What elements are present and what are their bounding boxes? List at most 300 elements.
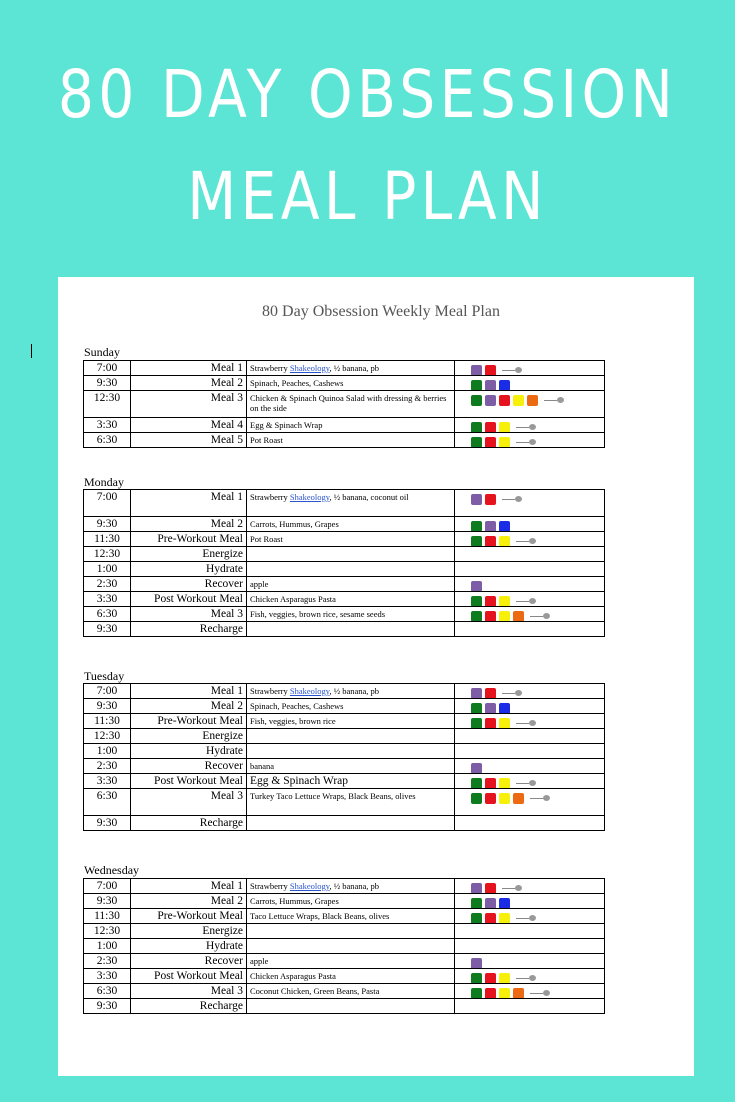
time-cell: 9:30 — [84, 999, 131, 1014]
green-container-icon — [471, 395, 482, 406]
food-cell — [247, 577, 455, 592]
container-cell — [455, 607, 605, 622]
red-container-icon — [485, 793, 496, 804]
teaspoon-icon — [530, 990, 550, 997]
red-container-icon — [485, 883, 496, 894]
meal-label-cell: Pre-Workout Meal — [131, 532, 247, 547]
table-row — [84, 744, 605, 759]
container-cell — [455, 376, 605, 391]
food-cell — [247, 418, 455, 433]
container-cell — [455, 361, 605, 376]
teaspoon-icon — [516, 780, 536, 787]
time-cell: 9:30 — [84, 699, 131, 714]
meal-label-cell: Meal 1 — [131, 684, 247, 699]
container-cell — [455, 577, 605, 592]
green-container-icon — [471, 973, 482, 984]
green-container-icon — [471, 596, 482, 607]
teaspoon-icon — [516, 720, 536, 727]
time-cell: 11:30 — [84, 714, 131, 729]
time-cell: 1:00 — [84, 939, 131, 954]
table-row — [84, 607, 605, 622]
time-cell: 12:30 — [84, 391, 131, 418]
purple-container-icon — [485, 521, 496, 532]
container-cell — [455, 894, 605, 909]
time-cell: 3:30 — [84, 774, 131, 789]
container-cell — [455, 433, 605, 448]
teaspoon-icon — [502, 496, 522, 503]
container-blocks — [471, 395, 564, 406]
meal-label-cell: Hydrate — [131, 744, 247, 759]
table-row — [84, 517, 605, 532]
text-cursor — [31, 344, 32, 358]
orange-container-icon — [513, 793, 524, 804]
table-row — [84, 577, 605, 592]
time-cell: 7:00 — [84, 879, 131, 894]
container-cell — [455, 744, 605, 759]
meal-table-sunday — [83, 360, 605, 448]
meal-label-cell: Meal 2 — [131, 699, 247, 714]
food-text: , ½ banana, pb — [329, 363, 380, 373]
food-cell — [247, 984, 455, 999]
food-cell — [247, 376, 455, 391]
container-cell — [455, 984, 605, 999]
container-blocks — [471, 793, 550, 804]
container-blocks — [471, 958, 482, 969]
green-container-icon — [471, 611, 482, 622]
meal-label-cell: Hydrate — [131, 939, 247, 954]
meal-table-wednesday — [83, 878, 605, 1014]
banner-title-line2: MEAL PLAN — [187, 158, 548, 235]
red-container-icon — [485, 913, 496, 924]
table-row — [84, 984, 605, 999]
time-cell: 9:30 — [84, 622, 131, 637]
container-cell — [455, 622, 605, 637]
time-cell: 9:30 — [84, 517, 131, 532]
container-cell — [455, 699, 605, 714]
meal-table-tuesday — [83, 683, 605, 831]
table-row — [84, 592, 605, 607]
food-text: Fish, veggies, brown rice, sesame seeds — [250, 609, 386, 619]
container-cell — [455, 592, 605, 607]
container-cell — [455, 759, 605, 774]
purple-container-icon — [471, 494, 482, 505]
meal-label-cell: Pre-Workout Meal — [131, 909, 247, 924]
red-container-icon — [485, 596, 496, 607]
food-text: , ½ banana, pb — [329, 686, 380, 696]
table-row — [84, 547, 605, 562]
red-container-icon — [485, 437, 496, 448]
food-cell — [247, 816, 455, 831]
red-container-icon — [485, 973, 496, 984]
meal-label-cell: Meal 2 — [131, 376, 247, 391]
container-cell — [455, 490, 605, 517]
purple-container-icon — [471, 688, 482, 699]
table-row — [84, 622, 605, 637]
table-row — [84, 433, 605, 448]
container-cell — [455, 684, 605, 699]
yellow-container-icon — [499, 611, 510, 622]
red-container-icon — [485, 718, 496, 729]
time-cell: 12:30 — [84, 547, 131, 562]
food-text: Fish, veggies, brown rice — [250, 716, 336, 726]
time-cell: 6:30 — [84, 607, 131, 622]
time-cell: 11:30 — [84, 909, 131, 924]
meal-table-monday — [83, 489, 605, 637]
meal-label-cell: Meal 3 — [131, 607, 247, 622]
food-text: Chicken & Spinach Quinoa Salad with dressing & berries on the side — [250, 393, 447, 413]
table-row — [84, 759, 605, 774]
food-text: Strawberry — [250, 881, 290, 891]
time-cell: 2:30 — [84, 759, 131, 774]
time-cell: 1:00 — [84, 562, 131, 577]
green-container-icon — [471, 703, 482, 714]
meal-label-cell: Meal 1 — [131, 879, 247, 894]
table-row — [84, 376, 605, 391]
purple-container-icon — [485, 898, 496, 909]
table-row — [84, 391, 605, 418]
meal-label-cell: Post Workout Meal — [131, 969, 247, 984]
container-cell — [455, 789, 605, 816]
container-blocks — [471, 581, 482, 592]
food-cell — [247, 789, 455, 816]
red-container-icon — [499, 395, 510, 406]
purple-container-icon — [471, 581, 482, 592]
container-cell — [455, 879, 605, 894]
container-cell — [455, 969, 605, 984]
container-cell — [455, 924, 605, 939]
container-blocks — [471, 611, 550, 622]
food-text: Spinach, Peaches, Cashews — [250, 701, 344, 711]
red-container-icon — [485, 536, 496, 547]
container-blocks — [471, 596, 536, 607]
green-container-icon — [471, 988, 482, 999]
table-row — [84, 361, 605, 376]
time-cell: 3:30 — [84, 969, 131, 984]
container-blocks — [471, 883, 522, 894]
food-text: apple — [250, 579, 269, 589]
red-container-icon — [485, 422, 496, 433]
food-cell — [247, 433, 455, 448]
meal-label-cell: Meal 3 — [131, 391, 247, 418]
meal-label-cell: Energize — [131, 547, 247, 562]
day-label-wednesday: Wednesday — [84, 863, 140, 877]
food-cell — [247, 622, 455, 637]
container-cell — [455, 562, 605, 577]
day-label-tuesday: Tuesday — [84, 669, 125, 683]
food-text: Carrots, Hummus, Grapes — [250, 896, 339, 906]
red-container-icon — [485, 611, 496, 622]
table-row — [84, 562, 605, 577]
food-text: , ½ banana, coconut oil — [329, 492, 409, 502]
table-row — [84, 714, 605, 729]
time-cell: 1:00 — [84, 744, 131, 759]
title-banner — [0, 0, 735, 262]
container-blocks — [471, 763, 482, 774]
food-cell — [247, 699, 455, 714]
container-blocks — [471, 437, 536, 448]
teaspoon-icon — [516, 538, 536, 545]
table-row — [84, 924, 605, 939]
meal-label-cell: Meal 2 — [131, 517, 247, 532]
green-container-icon — [471, 778, 482, 789]
container-blocks — [471, 688, 522, 699]
food-cell — [247, 714, 455, 729]
meal-label-cell: Recover — [131, 954, 247, 969]
table-row — [84, 699, 605, 714]
blue-container-icon — [499, 380, 510, 391]
meal-label-cell: Energize — [131, 729, 247, 744]
shakeology-link[interactable]: Shakeology — [289, 492, 330, 502]
food-text: Strawberry — [250, 686, 290, 696]
food-cell — [247, 547, 455, 562]
table-row — [84, 954, 605, 969]
container-cell — [455, 774, 605, 789]
yellow-container-icon — [499, 913, 510, 924]
teaspoon-icon — [530, 795, 550, 802]
green-container-icon — [471, 422, 482, 433]
green-container-icon — [471, 536, 482, 547]
table-row — [84, 418, 605, 433]
table-row — [84, 969, 605, 984]
container-cell — [455, 547, 605, 562]
teaspoon-icon — [516, 598, 536, 605]
time-cell: 6:30 — [84, 789, 131, 816]
food-cell — [247, 607, 455, 622]
green-container-icon — [471, 913, 482, 924]
shakeology-link[interactable]: Shakeology — [289, 686, 330, 696]
food-text: Turkey Taco Lettuce Wraps, Black Beans, olives — [250, 791, 416, 801]
day-label-sunday: Sunday — [84, 345, 120, 359]
banner-title-line1: 80 DAY OBSESSION — [57, 56, 678, 133]
document-title: 80 Day Obsession Weekly Meal Plan — [262, 303, 500, 320]
food-text: Pot Roast — [250, 435, 283, 445]
green-container-icon — [471, 898, 482, 909]
food-text: , ½ banana, pb — [329, 881, 380, 891]
yellow-container-icon — [499, 778, 510, 789]
yellow-container-icon — [499, 988, 510, 999]
table-row — [84, 939, 605, 954]
meal-label-cell: Post Workout Meal — [131, 774, 247, 789]
time-cell: 7:00 — [84, 361, 131, 376]
time-cell: 12:30 — [84, 924, 131, 939]
food-cell — [247, 954, 455, 969]
yellow-container-icon — [499, 536, 510, 547]
table-row — [84, 894, 605, 909]
meal-label-cell: Recover — [131, 759, 247, 774]
food-cell — [247, 939, 455, 954]
yellow-container-icon — [499, 422, 510, 433]
meal-label-cell: Meal 3 — [131, 789, 247, 816]
orange-container-icon — [513, 611, 524, 622]
food-cell — [247, 909, 455, 924]
food-cell — [247, 517, 455, 532]
container-cell — [455, 999, 605, 1014]
meal-label-cell: Recharge — [131, 816, 247, 831]
food-cell — [247, 532, 455, 547]
meal-label-cell: Pre-Workout Meal — [131, 714, 247, 729]
table-row — [84, 999, 605, 1014]
teaspoon-icon — [516, 439, 536, 446]
red-container-icon — [485, 778, 496, 789]
container-cell — [455, 909, 605, 924]
yellow-container-icon — [499, 718, 510, 729]
shakeology-link[interactable]: Shakeology — [289, 363, 330, 373]
food-text: Taco Lettuce Wraps, Black Beans, olives — [250, 911, 390, 921]
teaspoon-icon — [502, 367, 522, 374]
food-cell — [247, 361, 455, 376]
container-cell — [455, 517, 605, 532]
food-text: Spinach, Peaches, Cashews — [250, 378, 344, 388]
container-blocks — [471, 536, 536, 547]
time-cell: 6:30 — [84, 984, 131, 999]
food-cell — [247, 490, 455, 517]
container-blocks — [471, 494, 522, 505]
red-container-icon — [485, 494, 496, 505]
container-blocks — [471, 365, 522, 376]
table-row — [84, 816, 605, 831]
meal-label-cell: Meal 5 — [131, 433, 247, 448]
container-blocks — [471, 913, 536, 924]
meal-label-cell: Recover — [131, 577, 247, 592]
teaspoon-icon — [502, 690, 522, 697]
time-cell: 12:30 — [84, 729, 131, 744]
food-cell — [247, 684, 455, 699]
container-cell — [455, 954, 605, 969]
blue-container-icon — [499, 703, 510, 714]
time-cell: 9:30 — [84, 376, 131, 391]
food-cell — [247, 744, 455, 759]
food-text: Pot Roast — [250, 534, 283, 544]
yellow-container-icon — [499, 793, 510, 804]
container-blocks — [471, 898, 510, 909]
purple-container-icon — [485, 703, 496, 714]
meal-label-cell: Recharge — [131, 622, 247, 637]
food-text: Carrots, Hummus, Grapes — [250, 519, 339, 529]
meal-label-cell: Energize — [131, 924, 247, 939]
time-cell: 3:30 — [84, 418, 131, 433]
meal-plan-document — [58, 277, 694, 1076]
food-cell — [247, 562, 455, 577]
meal-label-cell: Post Workout Meal — [131, 592, 247, 607]
container-cell — [455, 816, 605, 831]
blue-container-icon — [499, 898, 510, 909]
green-container-icon — [471, 793, 482, 804]
purple-container-icon — [471, 763, 482, 774]
time-cell: 2:30 — [84, 954, 131, 969]
table-row — [84, 532, 605, 547]
meal-label-cell: Meal 1 — [131, 490, 247, 517]
teaspoon-icon — [516, 975, 536, 982]
table-row — [84, 909, 605, 924]
day-label-monday: Monday — [84, 475, 124, 489]
purple-container-icon — [485, 395, 496, 406]
green-container-icon — [471, 718, 482, 729]
purple-container-icon — [471, 365, 482, 376]
yellow-container-icon — [499, 973, 510, 984]
container-cell — [455, 714, 605, 729]
food-text: Egg & Spinach Wrap — [250, 775, 349, 787]
meal-label-cell: Meal 1 — [131, 361, 247, 376]
food-cell — [247, 391, 455, 418]
food-cell — [247, 879, 455, 894]
shakeology-link[interactable]: Shakeology — [289, 881, 330, 891]
food-text: Coconut Chicken, Green Beans, Pasta — [250, 986, 380, 996]
red-container-icon — [485, 688, 496, 699]
orange-container-icon — [513, 988, 524, 999]
table-row — [84, 789, 605, 816]
food-text: Strawberry — [250, 492, 290, 502]
purple-container-icon — [485, 380, 496, 391]
red-container-icon — [485, 365, 496, 376]
meal-label-cell: Meal 2 — [131, 894, 247, 909]
orange-container-icon — [527, 395, 538, 406]
purple-container-icon — [471, 958, 482, 969]
container-blocks — [471, 778, 536, 789]
red-container-icon — [485, 988, 496, 999]
green-container-icon — [471, 521, 482, 532]
container-blocks — [471, 973, 536, 984]
food-text: banana — [250, 761, 275, 771]
purple-container-icon — [471, 883, 482, 894]
container-cell — [455, 729, 605, 744]
time-cell: 6:30 — [84, 433, 131, 448]
container-blocks — [471, 988, 550, 999]
food-text: Egg & Spinach Wrap — [250, 420, 323, 430]
time-cell: 11:30 — [84, 532, 131, 547]
meal-label-cell: Meal 3 — [131, 984, 247, 999]
meal-label-cell: Hydrate — [131, 562, 247, 577]
time-cell: 2:30 — [84, 577, 131, 592]
food-cell — [247, 969, 455, 984]
time-cell: 7:00 — [84, 490, 131, 517]
time-cell: 9:30 — [84, 816, 131, 831]
table-row — [84, 774, 605, 789]
meal-label-cell: Meal 4 — [131, 418, 247, 433]
teaspoon-icon — [544, 397, 564, 404]
food-cell — [247, 592, 455, 607]
table-row — [84, 729, 605, 744]
blue-container-icon — [499, 521, 510, 532]
table-row — [84, 490, 605, 517]
food-text: Chicken Asparagus Pasta — [250, 594, 336, 604]
teaspoon-icon — [530, 613, 550, 620]
container-cell — [455, 418, 605, 433]
time-cell: 7:00 — [84, 684, 131, 699]
table-row — [84, 879, 605, 894]
food-cell — [247, 894, 455, 909]
container-blocks — [471, 703, 510, 714]
container-blocks — [471, 521, 510, 532]
time-cell: 3:30 — [84, 592, 131, 607]
yellow-container-icon — [499, 437, 510, 448]
teaspoon-icon — [502, 885, 522, 892]
green-container-icon — [471, 380, 482, 391]
yellow-container-icon — [499, 596, 510, 607]
meal-label-cell: Recharge — [131, 999, 247, 1014]
time-cell: 9:30 — [84, 894, 131, 909]
container-blocks — [471, 422, 536, 433]
teaspoon-icon — [516, 915, 536, 922]
container-cell — [455, 532, 605, 547]
food-cell — [247, 729, 455, 744]
food-cell — [247, 999, 455, 1014]
teaspoon-icon — [516, 424, 536, 431]
yellow-container-icon — [513, 395, 524, 406]
container-blocks — [471, 718, 536, 729]
food-cell — [247, 774, 455, 789]
food-text: Chicken Asparagus Pasta — [250, 971, 336, 981]
food-cell — [247, 759, 455, 774]
